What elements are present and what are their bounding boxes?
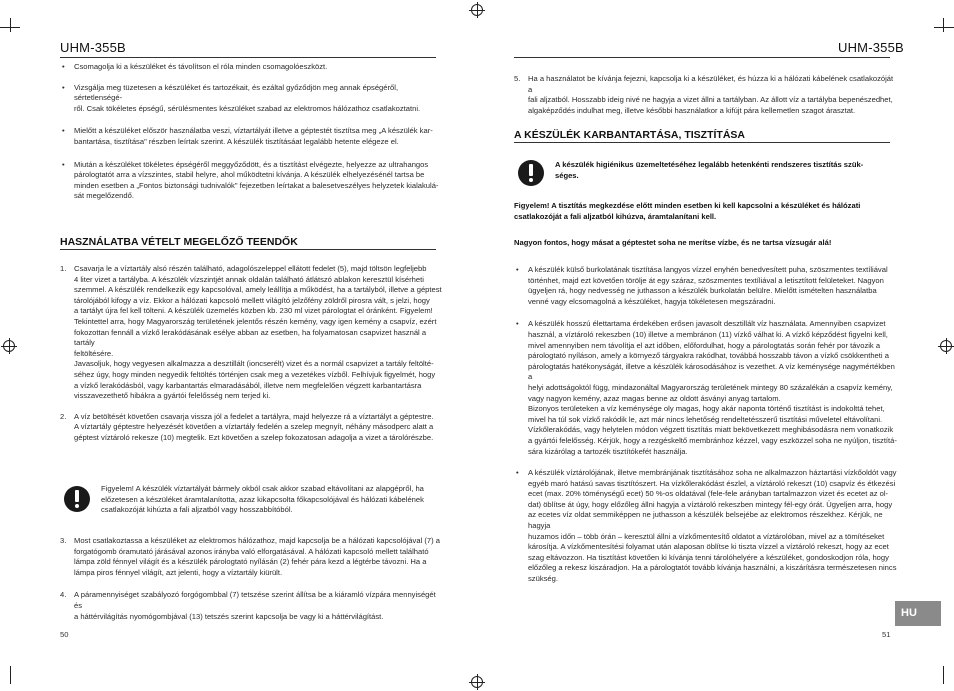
steps-list-continued [60,536,444,622]
list-item [60,536,444,578]
list-item: • A készülék hosszú élettartama érdekében erősen javasolt desztillált víz használata. Amennyiben csapvizet használ, a víztároló rekeszben (10) illetve a membránon (11) vízkő válhat ki. A vízkő képződést figyelni kell, mivel amennyiben nem távolítja el azt időben, előfordulhat, hogy a párologtatás során fehér por távozik a párologtató nyíláson, amely a környező tárgyakra rakódhat, továbbá hosszabb távon a vízkő csökkentheti a párologtatás hatékonyságát, illetve a készülék károsodásához is vezethet. A víz keménysége nagymértékben a helyi adottságoktól függ, mindazonáltal Magyarország területének mintegy 80 százalékán a csapvíz kemény, vagy nagyon kemény, azaz magas benne az oldott ásványi anyag tartalom. Bizonyos területeken a víz keménysége oly magas, hogy akár naponta történő tisztítást is indokolttá tehet, mivel ha túl sok vízkő rakódik le, azt már nincs lehetőség rendeltetésszerű tisztítási műveletel eltávolítani. Vízkőlerakódás, vagy helytelen módon végzett tisztítás miatt bekövetkezett meghibásodásra nem vonatkozik a gyártói felelősség. Kérjük, hogy a rezgéskeltő membránhoz kézzel, vagy eszközzel soha ne nyúljon, tisztítá- sára kizárólag a tartozék tisztítókefét használja. [514,319,899,457]
warning-text: A készülék higiénikus üzemeltetéséhez legalább hetenkénti rendszeres tisztítás szük- séges. [555,160,864,180]
model-name: UHM-355B [60,40,126,55]
steps-list [60,264,444,444]
warning-text: Figyelem! A készülék víztartályát bármely okból csak akkor szabad eltávolítani az alapgépről, ha előzetesen a készüléket áramtalanította, azaz kikapcsolta főkapcsolójával és hálózati kábelének csatlakozóját kihúzta a fali aljzatból vagy hosszabbítóból. [101,484,424,515]
maintenance-bullets [514,265,899,585]
list-item: • Vizsgálja meg tüzetesen a készüléket és tartozékait, és ezáltal győződjön meg annak épségéről, sértetlenségé- ről. Csak tökéletes épségű, sérülésmentes készüléket szabad az elektromos hálózathoz csatlakoztatni. [60,83,444,115]
list-item [514,74,899,116]
list-item: • A készülék külső burkolatának tisztítása langyos vízzel enyhén benedvesített puha, szöszmentes textíliával történhet, majd ezt követően törölje át egy száraz, szöszmentes textíliával a letisztított felületeket. Nagyon ügyeljen rá, hogy nedvesség ne juthasson a készülék burkolatán belülre. Mielőtt ismételten használatba venné vagy elcsomagolná a készüléket, hagyja tökéletesen megszáradni. [514,265,899,307]
right-page [477,0,954,691]
immersion-warning: Nagyon fontos, hogy másat a géptestet soha ne merítse vízbe, és ne tartsa vízsugár alá! [514,238,832,247]
section-title: A KÉSZÜLÉK KARBANTARTÁSA, TISZTÍTÁSA [514,129,890,143]
step-number: 4. [60,590,67,600]
step-number: 5. [514,74,521,83]
list-item: • Miután a készüléket tökéletes épségéről meggyőződött, és a tisztítást elvégezte, helyezze az ultrahangos párologtatót arra a vízszintes, stabil helyre, ahol működtetni kívánja. A készülék elhelyezésénél tartsa be minden esetben a „Fontos biztonsági tudnivalók" fejezetben leírtakat a balesetveszélyes helyzetek kialakulá- sát megelőzendő. [60,160,444,202]
cleaning-warning: Figyelem! A tisztítás megkezdése előtt minden esetben ki kell kapcsolni a készüléket és hálózati csatlakozóját a fali aljzatból kihúzva, áramtalanítani kell. [514,201,861,221]
list-item: • A készülék víztárolójának, illetve membránjának tisztításához soha ne alkalmazzon háztartási vízkőoldót vagy egyéb maró hatású savas tisztítószert. Ha vízkőlerakódást észlel, a víztároló rekeszt (10) csapvíz és étkezési ecet (max. 20% töménységű ecet) 50 %-os oldatával (fele-fele arányban tartalmazzon vizet és ecetet az ol- dat) öblítse át úgy, hogy előzőleg állni hagyja a víztároló rekeszben mintegy fél-egy órát. Ügyeljen arra, hogy az ecetes víz oldat semmiképpen ne juthasson a készülék belsejébe az elektromos részekhez. Kérjük, ne hagyja huzamos időn – több órán – keresztül állni a vízkőmentesítő oldatot a víztárolóban, mivel az a tömítéseket károsítja. A vízkőmentesítési folyamat után alaposan öblítse ki tiszta vízzel a víztároló rekeszt, hogy az ecet szag eltávozzon. Ha tisztítást követően ki kívánja tenni tárolóhelyére a készüléket, gondoskodjon róla, hogy előzőleg a rekesz kiszáradjon. Ha a párologtatót tovább kívánja használni, a kiszárításra természetesen nincs szükség. [514,468,899,585]
warning-icon [518,160,544,186]
step-text: A páramennyiséget szabályozó forgógombbal (7) tetszése szerint állítsa be a kiáramló vízpára mennyiségét és a háttérvilágítás nyomógombjával (13) tetszés szerint kapcsolja be vagy ki a háttérvilágítást. [74,590,436,621]
list-item: • Mielőtt a készüléket először használatba veszi, víztartályát illetve a géptestét tisztítsa meg „A készülék kar- bantartása, tisztítása" részben leírtak szerint. A készülék tisztításáat legalább hetente elégeze el. [60,126,444,147]
page-number: 51 [882,630,891,639]
list-item [60,412,444,444]
step-number: 3. [60,536,67,545]
step-number: 2. [60,411,67,421]
step-five [514,74,899,116]
list-item: • Csomagolja ki a készüléket és távolítson el róla minden csomagolóeszközt. [60,62,444,73]
step-text: A víz betöltését követően csavarja vissza jól a fedelet a tartályra, majd helyezze rá a víztartályt a géptestre. A víztartály géptestre helyezését követően a víztartály fedelén a szelep megnyít, néhány másodperc alatt a géptest víztároló rekesze (10) megtelik. Ezt követően a szelep fokozatosan adagolja a vizet a tárolórészbe. [74,411,434,442]
list-item [60,264,444,402]
section-title: HASZNÁLATBA VÉTELT MEGELŐZŐ TEENDŐK [60,236,436,250]
header-rule [514,57,890,58]
list-item [60,590,444,622]
model-name: UHM-355B [838,40,904,55]
step-text: Ha a használatot be kívánja fejezni, kapcsolja ki a készüléket, és húzza ki a hálózati kábelének csatlakozóját a fali aljzatból. Hosszabb ideig nivé ne hagyja a vizet állni a tartályban. Az állott víz a tartályba bepenészedhet, algaképződés indulhat meg, illetve későbbi használatkor a kifújt pára kellemetlen szagot árasztat. [528,74,894,115]
header-rule [60,57,436,58]
warning-icon [64,486,90,512]
step-text: Most csatlakoztassa a készüléket az elektromos hálózathoz, majd kapcsolja be a hálózati kapcsolójával (7) a forgatógomb óramutató járásával azonos irányba való elforgatásával. A hálózati kapcsoló mellett található lámpa zöld fénnyel világít és a készülék párologtató nyílásán (2) fehér pára kezd a légtérbe távozni. Ha a lámpa piros fénnyel világít, azt jelenti, hogy a víztartály kiürült. [74,536,440,577]
page-number: 50 [60,630,69,639]
intro-bullets [60,62,444,202]
step-text: Csavarja le a víztartály alsó részén található, adagolószeleppel ellátott fedelet (5), majd töltsön legfeljebb 4 liter vizet a tartályba. A készülék vízszintjét annak oldalán található átlátszó ablakon keresztül kísérheti szemmel. A készülék rendelkezik egy kapcsolóval, amely leállítja a működést, ha a tartályból, illetve a géptest tárolójából kifogy a víz. Ekkor a hálózati kapcsoló mellett világító jelzőfény zöldről pirosra vált, s jelzi, hogy a tartályt újra fel kell tölteni. A készülék üzemelés közben kb. 230 ml vizet párologtat el óránként. Figyelem! Tekintettel arra, hogy Magyarország területének jelentős részén kemény, vagy igen kemény a csapvíz, ezért fokozottan fennáll a vízkő lerakódásának esélye abban az esetben, ha folyamatosan csapvizet használ a tartály feltöltésére. Javasoljuk, hogy vegyesen alkalmazza a desztillált (ioncserélt) vizet és a normál csapvizet a tartály feltölté- séhez úgy, hogy minden negyedik feltöltés történjen csak meg a vezetékes vízből. Felhívjuk figyelmét, hogy a vízkő lerakódásból, vagy karbantartás elmaradásából, illetve nem megfelelően végzett karbantartásra visszavezethető hibákra a gyártói felelősség nem terjed ki. [74,264,442,401]
language-tab: HU [895,601,941,626]
step-number: 1. [60,264,67,273]
